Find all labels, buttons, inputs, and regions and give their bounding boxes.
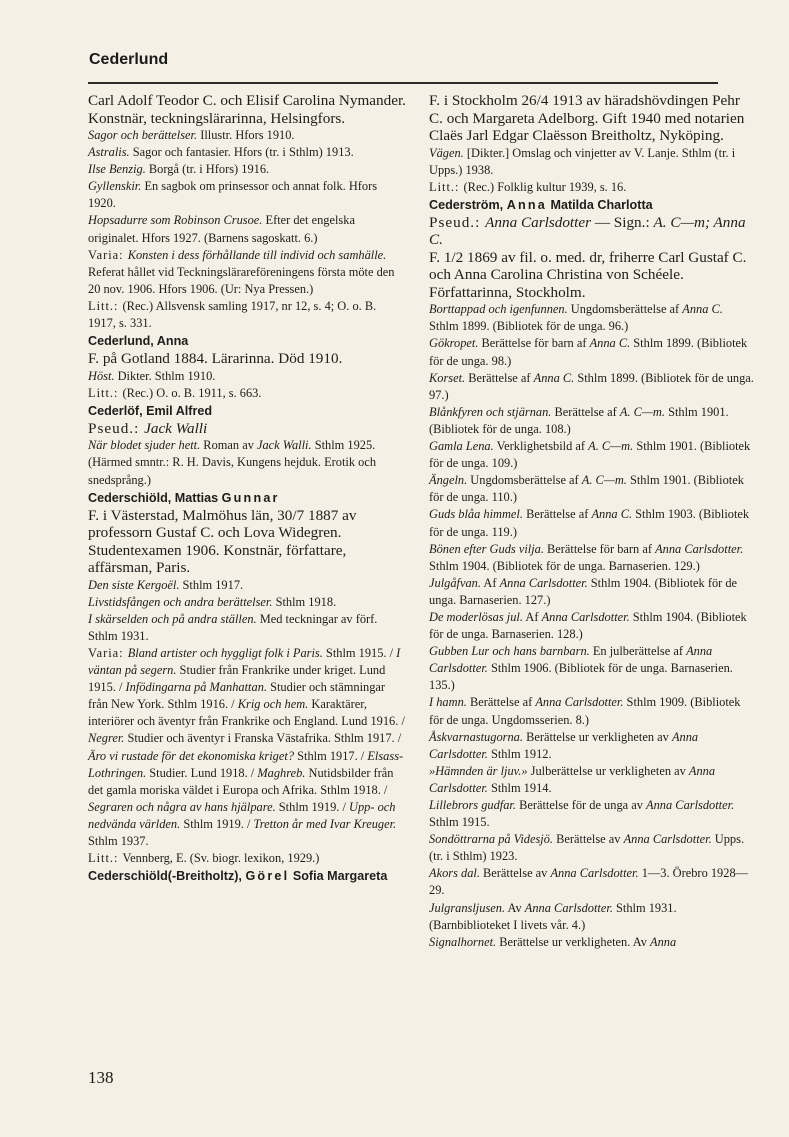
work-item bbox=[429, 729, 754, 763]
work-title: Guds blåa himmel. bbox=[429, 507, 523, 522]
work-details: Sthlm 1899. (Bibliotek för de unga. 97.) bbox=[429, 370, 754, 402]
work-details: Verklighetsbild af bbox=[493, 439, 589, 454]
work-item bbox=[88, 368, 406, 385]
entry-heading: Cederlöf, Emil Alfred bbox=[88, 403, 213, 418]
work-details: Ungdomsberättelse af bbox=[467, 473, 582, 488]
pseud-label: Pseud.: bbox=[429, 213, 486, 231]
litt-label: Litt.: bbox=[88, 385, 123, 400]
work-item bbox=[429, 335, 754, 369]
work-title: Korset. bbox=[429, 370, 466, 385]
work-details: Dikter. Sthlm 1910. bbox=[114, 368, 216, 383]
work-details: Julberättelse ur verkligheten av bbox=[527, 763, 689, 778]
work-details: Berättelse af bbox=[551, 404, 620, 419]
work-details: Sthlm 1903. (Bibliotek för de unga. 119.) bbox=[429, 507, 750, 539]
work-details: Af bbox=[522, 609, 542, 624]
work-item bbox=[429, 865, 754, 899]
work-details: Sthlm 1915. / bbox=[322, 645, 397, 660]
work-title: Segraren och några av hans hjälpare. bbox=[88, 799, 276, 814]
work-details: Sthlm 1919. / bbox=[275, 799, 350, 814]
work-item bbox=[429, 934, 754, 951]
work-details: Berättelse ur verkligheten. Av bbox=[496, 934, 651, 949]
heading-name: Sofia Margareta bbox=[289, 869, 388, 884]
work-item bbox=[88, 594, 406, 611]
entry-intro: F. i Stockholm 26/4 1913 av häradshövdingen Pehr C. och Margareta Adelborg. Gift 1940 med notarien Claës Jarl Edgar Claësson Breitholtz, Nyköping. bbox=[429, 92, 745, 144]
work-title: Borttappad och igenfunnen. bbox=[429, 302, 568, 317]
work-item bbox=[429, 145, 754, 179]
work-title: Astralis. bbox=[88, 145, 130, 160]
work-details: Berättelse av bbox=[553, 832, 624, 847]
work-title: »Hämnden är ljuv.» bbox=[429, 763, 528, 778]
varia-item bbox=[88, 247, 406, 298]
work-author: Anna bbox=[650, 934, 677, 949]
work-author: Anna C. bbox=[533, 370, 575, 385]
heading-name: Cederström, bbox=[429, 197, 507, 212]
page-header: Cederlund bbox=[89, 51, 169, 68]
work-author: Anna Carlsdotter. bbox=[429, 644, 713, 676]
work-title: De moderlösas jul. bbox=[429, 609, 523, 624]
work-title: I väntan på segern. bbox=[88, 645, 401, 678]
work-title: Upp- och nedvända världen. bbox=[88, 799, 396, 831]
work-item bbox=[429, 763, 754, 797]
work-details: Sthlm 1901. (Bibliotek för de unga. 108.) bbox=[429, 404, 729, 436]
work-details: Berättelse för barn af bbox=[543, 541, 656, 556]
work-details: Sthlm 1901. (Bibliotek för de unga. 109.) bbox=[429, 439, 751, 471]
work-details: Sagor och fantasier. Hfors (tr. i Sthlm) 1913. bbox=[129, 145, 354, 160]
work-title: Elsass-Lothringen. bbox=[88, 748, 404, 780]
work-details: Sthlm 1917. bbox=[179, 577, 244, 592]
sign-label: — Sign.: bbox=[591, 213, 654, 231]
litt-item bbox=[88, 298, 406, 332]
work-item bbox=[429, 404, 754, 438]
work-author: Anna C. bbox=[682, 302, 723, 317]
work-title: Julgransljusen. bbox=[429, 900, 506, 915]
work-author: Jack Walli. bbox=[256, 438, 312, 453]
work-details: Upps. (tr. i Sthlm) 1923. bbox=[429, 832, 745, 864]
work-details: En sagbok om prinsessor och annat folk. Hfors 1920. bbox=[88, 179, 378, 211]
heading-name: Matilda Charlotta bbox=[546, 197, 653, 212]
work-item bbox=[429, 900, 754, 934]
work-title: Gökropet. bbox=[429, 336, 479, 351]
work-item bbox=[88, 611, 406, 645]
work-author: Anna Carlsdotter. bbox=[541, 609, 630, 624]
work-details: Borgå (tr. i Hfors) 1916. bbox=[145, 162, 270, 177]
varia-label: Varia: bbox=[88, 247, 128, 262]
work-details: Berättelse af bbox=[465, 370, 534, 385]
work-details: [Dikter.] Omslag och vinjetter av V. Lanje. Sthlm (tr. i Upps.) 1938. bbox=[429, 145, 736, 177]
work-details: Med teckningar av förf. Sthlm 1931. bbox=[88, 611, 378, 643]
work-item bbox=[429, 609, 754, 643]
work-author: A. C—m. bbox=[588, 439, 634, 454]
work-details: Sthlm 1904. (Bibliotek för de unga. Barnaserien. 129.) bbox=[429, 558, 700, 573]
work-details: Studier och stämningar från New York. Sthlm 1916. / bbox=[88, 680, 386, 712]
work-title: Sondöttrarna på Videsjö. bbox=[429, 832, 554, 847]
work-title: Blånkfyren och stjärnan. bbox=[429, 404, 552, 419]
entry-heading bbox=[88, 867, 406, 885]
work-details: Sthlm 1925. (Härmed smntr.: R. H. Davis, Kungens hejduk. Erotik och snedsprång.) bbox=[88, 438, 377, 487]
work-details: Sthlm 1919. / bbox=[180, 816, 254, 831]
work-details: Av bbox=[505, 900, 525, 915]
work-details: Berättelse för barn af bbox=[478, 336, 590, 351]
pseud-name: Anna Carlsdotter bbox=[485, 213, 592, 231]
work-details: Sthlm 1912. bbox=[487, 746, 552, 761]
work-author: Anna Carlsdotter. bbox=[646, 798, 735, 812]
work-details: Sthlm 1915. bbox=[429, 815, 490, 830]
work-author: Anna Carlsdotter. bbox=[550, 866, 639, 881]
page-number: 138 bbox=[88, 1068, 114, 1087]
entry-heading bbox=[88, 489, 406, 507]
litt-text: (Rec.) Folklig kultur 1939, s. 16. bbox=[463, 179, 627, 194]
work-item bbox=[429, 301, 754, 335]
work-title: Negrer. bbox=[88, 731, 125, 746]
work-author: Anna C. bbox=[589, 336, 631, 351]
work-title: Sagor och berättelser. bbox=[88, 128, 198, 142]
work-details: Sthlm 1904. (Bibliotek för de unga. Barnaserien. 127.) bbox=[429, 575, 738, 607]
work-author: Anna Carlsdotter. bbox=[499, 575, 588, 590]
work-author: Anna C. bbox=[591, 507, 633, 522]
work-title: Gubben Lur och hans barnbarn. bbox=[429, 644, 590, 659]
work-author: Anna Carlsdotter. bbox=[655, 541, 744, 556]
work-details: Sthlm 1906. (Bibliotek för de unga. Barnaserien. 135.) bbox=[429, 661, 733, 693]
work-details: Af bbox=[480, 575, 500, 590]
litt-label: Litt.: bbox=[88, 298, 123, 313]
work-details: Sthlm 1931. (Barnbiblioteket I livets vår. 4.) bbox=[429, 900, 677, 932]
work-details: Berättelse av bbox=[479, 866, 551, 881]
work-title: Infödingarna på Manhattan. bbox=[125, 680, 267, 695]
work-item bbox=[88, 127, 406, 144]
work-title: Höst. bbox=[88, 368, 115, 383]
entry-intro: F. på Gotland 1884. Lärarinna. Död 1910. bbox=[88, 350, 343, 368]
work-title: Tretton år med Ivar Kreuger. bbox=[253, 816, 397, 831]
work-title: Lillebrors gudfar. bbox=[429, 798, 516, 812]
work-item bbox=[88, 437, 406, 488]
work-title: I hamn. bbox=[429, 695, 467, 710]
work-item bbox=[88, 144, 406, 161]
work-item bbox=[88, 212, 406, 246]
litt-label: Litt.: bbox=[88, 851, 123, 866]
heading-name: Cederschiöld(-Breitholtz), bbox=[88, 869, 246, 884]
work-details: Illustr. Hfors 1910. bbox=[197, 128, 295, 142]
work-details: Studier från Frankrike under kriget. Lund 1915. / bbox=[88, 663, 386, 695]
work-title: Krig och hem. bbox=[237, 697, 309, 712]
pseud-label: Pseud.: bbox=[88, 419, 145, 437]
work-details: Ungdomsberättelse af bbox=[567, 302, 683, 317]
work-title: Vägen. bbox=[429, 145, 464, 160]
work-details: Studier. Lund 1918. / bbox=[146, 765, 258, 780]
entry-heading bbox=[429, 196, 754, 214]
work-item bbox=[429, 438, 754, 472]
work-title: Livstidsfången och andra berättelser. bbox=[88, 594, 273, 609]
work-author: Anna Carlsdotter. bbox=[623, 832, 712, 847]
work-details: Roman av bbox=[200, 438, 257, 453]
work-author: Anna Carlsdotter. bbox=[535, 695, 624, 710]
work-details: Karaktärer, interiörer och äventyr från Frankrike och England. Lund 1916. / bbox=[88, 697, 405, 729]
work-title: Signalhornet. bbox=[429, 934, 497, 949]
heading-callname: Gunnar bbox=[221, 490, 280, 505]
litt-item bbox=[88, 385, 406, 402]
litt-text: (Rec.) O. o. B. 1911, s. 663. bbox=[122, 385, 262, 400]
work-details: Berättelse af bbox=[466, 695, 536, 710]
work-title: Ilse Benzig. bbox=[88, 162, 146, 177]
work-item bbox=[429, 575, 754, 609]
work-title: När blodet sjuder hett. bbox=[88, 438, 201, 453]
varia-label: Varia: bbox=[88, 645, 128, 660]
work-item bbox=[429, 797, 754, 831]
work-details: En julberättelse af bbox=[589, 644, 687, 659]
work-details: Studier och äventyr i Franska Västafrika. Sthlm 1917. / bbox=[124, 731, 402, 746]
work-author: A. C—m. bbox=[619, 404, 665, 419]
entry-intro: Carl Adolf Teodor C. och Elisif Carolina Nymander. Konstnär, teckningslärarinna, Helsingfors. bbox=[88, 92, 406, 127]
work-details: Berättelse ur verkligheten av bbox=[522, 729, 672, 744]
work-title: Äro vi rustade för det ekonomiska kriget? bbox=[88, 748, 295, 763]
work-author: Anna Carlsdotter. bbox=[429, 763, 716, 795]
work-title: Julgåfvan. bbox=[429, 575, 481, 590]
entry-intro: F. 1/2 1869 av fil. o. med. dr, friherre Carl Gustaf C. och Anna Carolina Christina von Schéele. Författarinna, Stockholm. bbox=[429, 248, 747, 301]
sign-value: A. C—m; Anna C. bbox=[429, 213, 746, 249]
litt-text: (Rec.) Allsvensk samling 1917, nr 12, s. 4; O. o. B. 1917, s. 331. bbox=[88, 298, 377, 331]
work-item bbox=[429, 831, 754, 865]
work-item bbox=[429, 541, 754, 575]
heading-name: Cederschiöld, Mattias bbox=[88, 490, 222, 505]
heading-callname: Anna bbox=[506, 197, 547, 212]
work-author: Anna Carlsdotter. bbox=[524, 900, 613, 915]
left-column bbox=[88, 92, 406, 885]
work-details: Sthlm 1909. (Bibliotek för de unga. Ungdomsserien. 8.) bbox=[429, 695, 741, 727]
work-item bbox=[429, 643, 754, 694]
header-rule bbox=[88, 82, 718, 84]
work-title: Akors dal. bbox=[429, 866, 480, 881]
work-details: Sthlm 1937. bbox=[88, 834, 149, 848]
work-title: Bönen efter Guds vilja. bbox=[429, 541, 544, 556]
work-details: Nutidsbilder från det gamla moriska väldet i Europa och Afrika. Sthlm 1918. / bbox=[88, 765, 394, 797]
work-details: Sthlm 1899. (Bibliotek för de unga. 96.) bbox=[429, 319, 629, 334]
right-column bbox=[429, 92, 754, 951]
work-details: Referat hållet vid Teckningslärareföreningens första möte den 20 nov. 1906. Hfors 1906. (Ur: Nya Pressen.) bbox=[88, 264, 395, 296]
work-details: Sthlm 1917. / bbox=[294, 748, 368, 763]
work-item bbox=[429, 370, 754, 404]
work-title: I skärselden och på andra ställen. bbox=[88, 611, 257, 626]
work-title: Konsten i dess förhållande till individ och samhälle. bbox=[127, 247, 387, 262]
work-details: Sthlm 1899. (Bibliotek för de unga. 98.) bbox=[429, 336, 748, 368]
work-author: A. C—m. bbox=[581, 473, 627, 488]
work-details: Sthlm 1914. bbox=[487, 780, 552, 795]
work-item bbox=[88, 577, 406, 594]
litt-label: Litt.: bbox=[429, 179, 464, 194]
work-details: Sthlm 1904. (Bibliotek för de unga. Barnaserien. 128.) bbox=[429, 609, 747, 642]
work-details: Berättelse af bbox=[522, 507, 592, 522]
work-details: Berättelse för de unga av bbox=[515, 798, 647, 812]
pseudonym-line bbox=[88, 420, 406, 438]
work-item bbox=[88, 178, 406, 212]
work-item bbox=[429, 694, 754, 728]
work-title: Ängeln. bbox=[429, 473, 468, 488]
litt-item bbox=[88, 850, 406, 867]
work-item bbox=[429, 506, 754, 540]
work-title: Åskvarnastugorna. bbox=[429, 729, 523, 744]
work-title: Gyllenskir. bbox=[88, 179, 142, 194]
varia-item bbox=[88, 645, 406, 850]
work-item bbox=[429, 472, 754, 506]
entry-heading: Cederlund, Anna bbox=[88, 334, 189, 349]
work-title: Hopsadurre som Robinson Crusoe. bbox=[88, 213, 263, 228]
pseud-name: Jack Walli bbox=[144, 419, 208, 437]
entry-intro: F. i Västerstad, Malmöhus län, 30/7 1887 av professorn Gustaf C. och Lova Widegren. Studentexamen 1906. Konstnär, författare, affärsman, Paris. bbox=[88, 506, 357, 577]
work-title: Den siste Kergoël. bbox=[88, 577, 180, 592]
work-title: Bland artister och hyggligt folk i Paris. bbox=[127, 645, 323, 660]
work-author: Anna Carlsdotter. bbox=[429, 729, 699, 761]
work-title: Gamla Lena. bbox=[429, 439, 494, 454]
heading-callname: Görel bbox=[245, 869, 290, 884]
work-details: Efter det engelska originalet. Hfors 1927. (Barnens sagoskatt. 6.) bbox=[88, 213, 355, 245]
work-details: 1—3. Örebro 1928—29. bbox=[429, 866, 749, 898]
work-details: Sthlm 1918. bbox=[272, 594, 337, 609]
work-details: Sthlm 1901. (Bibliotek för de unga. 110.) bbox=[429, 473, 744, 505]
pseudonym-line bbox=[429, 214, 754, 249]
litt-text: Vennberg, E. (Sv. biogr. lexikon, 1929.) bbox=[122, 851, 320, 866]
work-title: Maghreb. bbox=[257, 765, 306, 780]
work-item bbox=[88, 161, 406, 178]
litt-item bbox=[429, 179, 754, 196]
